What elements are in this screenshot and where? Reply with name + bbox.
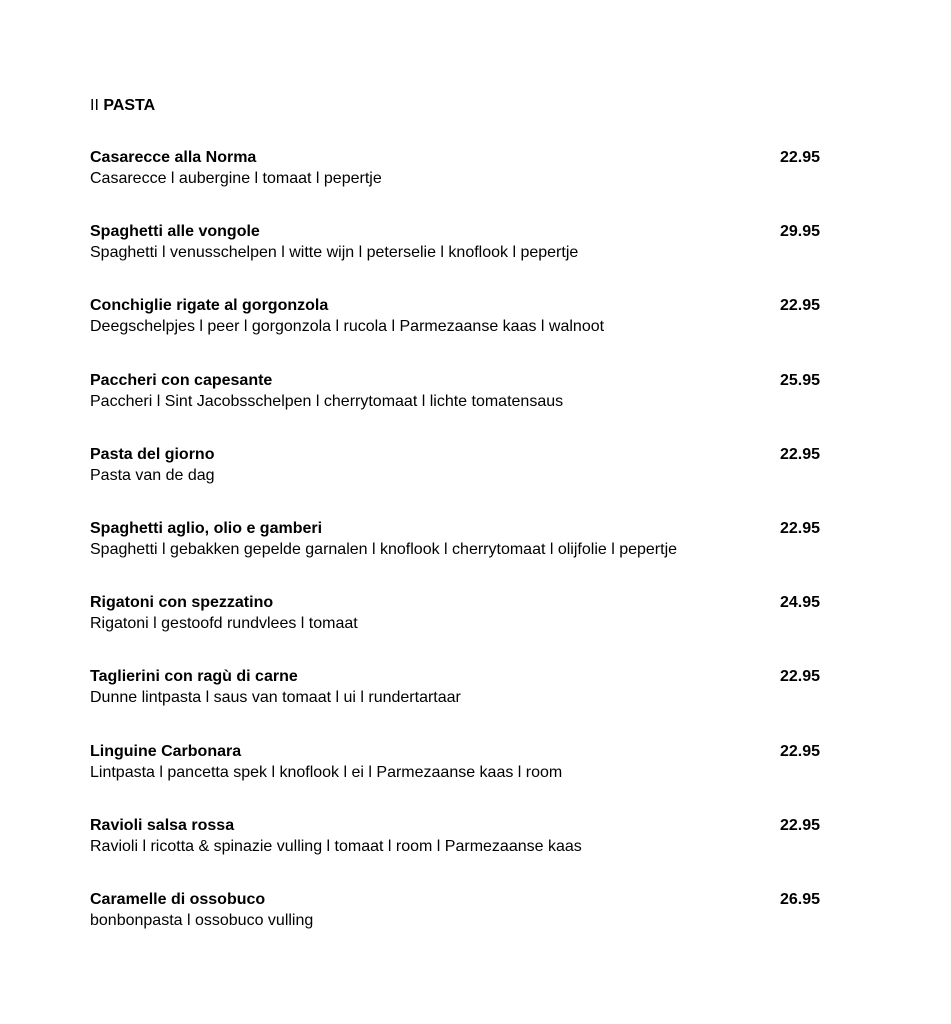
dish-description: Rigatoni l gestoofd rundvlees l tomaat xyxy=(90,615,358,633)
dish-description: Ravioli l ricotta & spinazie vulling l tomaat l room l Parmezaanse kaas xyxy=(90,837,582,855)
dish-price: 25.95 xyxy=(780,371,821,389)
dish-name: Rigatoni con spezzatino xyxy=(90,594,274,612)
menu-item xyxy=(90,371,830,445)
menu-item xyxy=(90,148,830,222)
dish-description: Pasta van de dag xyxy=(90,466,215,484)
dish-price: 22.95 xyxy=(780,816,821,834)
menu-item xyxy=(90,519,830,593)
menu-item xyxy=(90,593,830,667)
menu-item xyxy=(90,296,830,370)
dish-name: Pasta del giorno xyxy=(90,445,215,463)
menu-item xyxy=(90,445,830,519)
dish-price: 24.95 xyxy=(780,594,821,612)
dish-name: Linguine Carbonara xyxy=(90,742,242,760)
menu-list xyxy=(90,148,830,964)
dish-name: Paccheri con capesante xyxy=(90,371,273,389)
menu-item xyxy=(90,742,830,816)
menu-item xyxy=(90,816,830,890)
dish-price: 22.95 xyxy=(780,668,821,686)
dish-description: Lintpasta l pancetta spek l knoflook l ei l Parmezaanse kaas l room xyxy=(90,763,563,781)
dish-price: 22.95 xyxy=(780,445,821,463)
dish-description: Deegschelpjes l peer l gorgonzola l rucola l Parmezaanse kaas l walnoot xyxy=(90,318,605,336)
dish-name: Spaghetti alle vongole xyxy=(90,223,260,241)
dish-name: Taglierini con ragù di carne xyxy=(90,668,298,686)
dish-name: Casarecce alla Norma xyxy=(90,149,257,166)
dish-description: Casarecce l aubergine l tomaat l pepertje xyxy=(90,170,382,187)
dish-price: 22.95 xyxy=(780,519,821,537)
dish-description: Dunne lintpasta l saus van tomaat l ui l rundertartaar xyxy=(90,689,461,707)
dish-name: Conchiglie rigate al gorgonzola xyxy=(90,297,329,315)
menu-item xyxy=(90,890,830,964)
dish-name: Spaghetti aglio, olio e gamberi xyxy=(90,519,323,537)
section-heading xyxy=(90,96,155,116)
section-number: II xyxy=(90,97,99,114)
dish-description: Spaghetti l gebakken gepelde garnalen l knoflook l cherrytomaat l olijfolie l pepertje xyxy=(90,540,678,558)
dish-description: bonbonpasta l ossobuco vulling xyxy=(90,911,314,929)
dish-description: Paccheri l Sint Jacobsschelpen l cherrytomaat l lichte tomatensaus xyxy=(90,392,564,410)
section-title: PASTA xyxy=(103,97,156,114)
dish-price: 22.95 xyxy=(780,297,821,315)
dish-price: 29.95 xyxy=(780,223,821,241)
menu-item xyxy=(90,222,830,296)
dish-name: Caramelle di ossobuco xyxy=(90,890,266,908)
dish-description: Spaghetti l venusschelpen l witte wijn l peterselie l knoflook l pepertje xyxy=(90,244,579,262)
dish-price: 22.95 xyxy=(780,149,821,166)
dish-name: Ravioli salsa rossa xyxy=(90,816,235,834)
dish-price: 22.95 xyxy=(780,742,821,760)
menu-item xyxy=(90,667,830,741)
dish-price: 26.95 xyxy=(780,890,821,908)
